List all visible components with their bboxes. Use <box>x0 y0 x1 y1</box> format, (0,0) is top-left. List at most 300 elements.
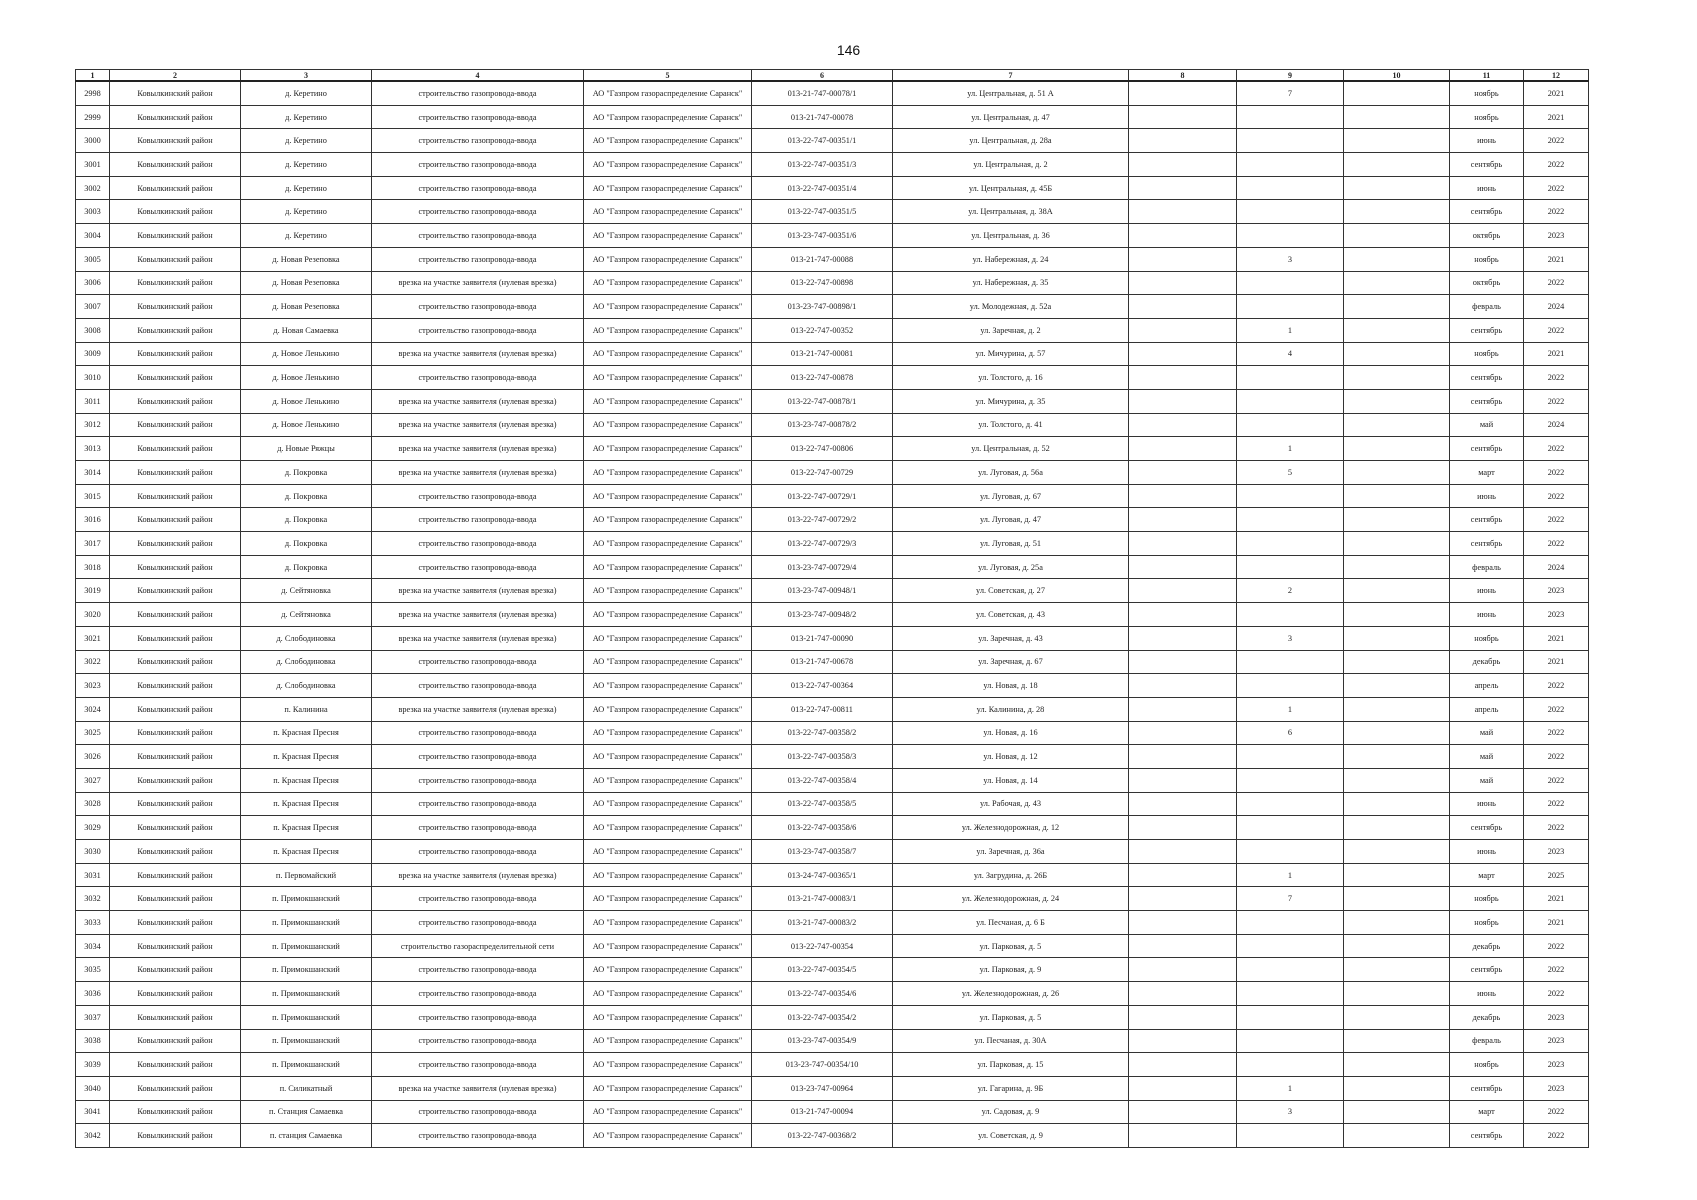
table-cell <box>1129 816 1237 840</box>
table-cell: ул. Центральная, д. 28а <box>893 129 1129 153</box>
table-cell: врезка на участке заявителя (нулевая врезка) <box>372 271 584 295</box>
table-cell: ул. Загрудина, д. 26Б <box>893 863 1129 887</box>
table-cell: д. Новая Резеповка <box>241 295 372 319</box>
table-cell: АО "Газпром газораспределение Саранск" <box>584 105 752 129</box>
table-cell <box>1344 555 1450 579</box>
table-cell: ул. Луговая, д. 56а <box>893 461 1129 485</box>
table-cell: 013-23-747-00729/4 <box>752 555 893 579</box>
table-cell <box>1129 934 1237 958</box>
table-cell: 2021 <box>1524 81 1589 105</box>
column-header: 7 <box>893 70 1129 82</box>
table-cell <box>1344 342 1450 366</box>
table-cell: Ковылкинский район <box>110 81 241 105</box>
table-cell: п. Примокшанский <box>241 911 372 935</box>
table-cell: ул. Железнодорожная, д. 24 <box>893 887 1129 911</box>
table-cell <box>1344 295 1450 319</box>
table-cell: Ковылкинский район <box>110 200 241 224</box>
table-cell: ул. Центральная, д. 2 <box>893 153 1129 177</box>
table-cell: врезка на участке заявителя (нулевая врезка) <box>372 461 584 485</box>
table-cell <box>1129 437 1237 461</box>
table-cell: ноябрь <box>1450 342 1524 366</box>
table-row <box>76 508 1589 532</box>
table-cell <box>1129 1076 1237 1100</box>
table-cell: ул. Новая, д. 14 <box>893 768 1129 792</box>
table-row <box>76 887 1589 911</box>
table-cell <box>1344 271 1450 295</box>
table-cell: ул. Гагарина, д. 9Б <box>893 1076 1129 1100</box>
table-cell: строительство газопровода-ввода <box>372 958 584 982</box>
table-cell: ул. Новая, д. 12 <box>893 745 1129 769</box>
table-cell: 013-22-747-00729/2 <box>752 508 893 532</box>
table-cell: Ковылкинский район <box>110 1100 241 1124</box>
table-cell <box>1344 81 1450 105</box>
table-cell: АО "Газпром газораспределение Саранск" <box>584 1076 752 1100</box>
table-cell <box>1344 366 1450 390</box>
table-cell: 2024 <box>1524 295 1589 319</box>
table-cell: 6 <box>1237 721 1344 745</box>
table-cell: строительство газопровода-ввода <box>372 768 584 792</box>
table-row <box>76 1053 1589 1077</box>
table-cell: февраль <box>1450 555 1524 579</box>
table-cell <box>1129 176 1237 200</box>
table-cell: ул. Толстого, д. 16 <box>893 366 1129 390</box>
table-cell: строительство газопровода-ввода <box>372 81 584 105</box>
table-cell: Ковылкинский район <box>110 532 241 556</box>
table-cell <box>1344 887 1450 911</box>
table-cell <box>1237 484 1344 508</box>
table-cell: 2021 <box>1524 911 1589 935</box>
table-cell: сентябрь <box>1450 532 1524 556</box>
table-cell: Ковылкинский район <box>110 1005 241 1029</box>
table-cell: июнь <box>1450 129 1524 153</box>
table-cell: 3001 <box>76 153 110 177</box>
table-cell: 3009 <box>76 342 110 366</box>
table-cell: д. Керетино <box>241 129 372 153</box>
table-cell: АО "Газпром газораспределение Саранск" <box>584 224 752 248</box>
table-cell <box>1344 792 1450 816</box>
table-cell: 2022 <box>1524 674 1589 698</box>
table-cell: АО "Газпром газораспределение Саранск" <box>584 603 752 627</box>
table-cell: 013-23-747-00351/6 <box>752 224 893 248</box>
table-cell: 013-22-747-00358/5 <box>752 792 893 816</box>
table-cell: ул. Заречная, д. 36а <box>893 840 1129 864</box>
table-cell: Ковылкинский район <box>110 579 241 603</box>
table-cell: июнь <box>1450 484 1524 508</box>
table-cell: строительство газопровода-ввода <box>372 1100 584 1124</box>
table-cell <box>1344 129 1450 153</box>
table-cell: ул. Парковая, д. 9 <box>893 958 1129 982</box>
table-cell: 3020 <box>76 603 110 627</box>
table-cell: 2022 <box>1524 792 1589 816</box>
table-cell: Ковылкинский район <box>110 911 241 935</box>
table-row <box>76 129 1589 153</box>
table-cell: 3018 <box>76 555 110 579</box>
table-cell: ул. Луговая, д. 67 <box>893 484 1129 508</box>
table-cell: ул. Парковая, д. 5 <box>893 1005 1129 1029</box>
table-cell: 3035 <box>76 958 110 982</box>
table-cell <box>1129 224 1237 248</box>
table-cell: Ковылкинский район <box>110 816 241 840</box>
table-cell: 013-22-747-00358/2 <box>752 721 893 745</box>
table-cell: сентябрь <box>1450 153 1524 177</box>
table-cell: АО "Газпром газораспределение Саранск" <box>584 342 752 366</box>
table-cell: строительство газопровода-ввода <box>372 484 584 508</box>
column-header: 9 <box>1237 70 1344 82</box>
table-cell: АО "Газпром газораспределение Саранск" <box>584 982 752 1006</box>
table-cell <box>1237 792 1344 816</box>
table-cell: АО "Газпром газораспределение Саранск" <box>584 1124 752 1148</box>
table-cell <box>1344 768 1450 792</box>
table-cell: сентябрь <box>1450 816 1524 840</box>
table-cell: 3002 <box>76 176 110 200</box>
table-cell: 3003 <box>76 200 110 224</box>
table-cell: п. Красная Пресня <box>241 745 372 769</box>
table-row <box>76 863 1589 887</box>
table-cell <box>1344 816 1450 840</box>
table-cell: 3016 <box>76 508 110 532</box>
table-cell: д. Сейтяновка <box>241 603 372 627</box>
table-row <box>76 389 1589 413</box>
table-cell: 013-23-747-00948/2 <box>752 603 893 627</box>
table-cell: 2 <box>1237 579 1344 603</box>
table-cell: АО "Газпром газораспределение Саранск" <box>584 532 752 556</box>
table-cell: строительство газопровода-ввода <box>372 816 584 840</box>
table-cell <box>1344 863 1450 887</box>
table-cell: строительство газопровода-ввода <box>372 366 584 390</box>
table-cell: 2022 <box>1524 1100 1589 1124</box>
table-cell: п. Калинина <box>241 697 372 721</box>
table-cell: ул. Парковая, д. 15 <box>893 1053 1129 1077</box>
table-cell: март <box>1450 863 1524 887</box>
table-cell: 013-23-747-00964 <box>752 1076 893 1100</box>
table-cell: 3012 <box>76 413 110 437</box>
table-cell: июнь <box>1450 579 1524 603</box>
table-cell: строительство газопровода-ввода <box>372 792 584 816</box>
table-cell: март <box>1450 1100 1524 1124</box>
table-cell: строительство газопровода-ввода <box>372 532 584 556</box>
table-cell: д. Керетино <box>241 105 372 129</box>
table-cell: 2023 <box>1524 224 1589 248</box>
table-cell <box>1129 887 1237 911</box>
table-cell: февраль <box>1450 1029 1524 1053</box>
table-cell <box>1129 295 1237 319</box>
table-cell: ноябрь <box>1450 1053 1524 1077</box>
table-cell: 3039 <box>76 1053 110 1077</box>
table-cell: врезка на участке заявителя (нулевая врезка) <box>372 863 584 887</box>
table-cell: ул. Центральная, д. 51 А <box>893 81 1129 105</box>
table-cell <box>1344 224 1450 248</box>
table-cell: ул. Центральная, д. 38А <box>893 200 1129 224</box>
table-cell <box>1237 532 1344 556</box>
table-cell <box>1237 105 1344 129</box>
table-cell: п. Красная Пресня <box>241 816 372 840</box>
table-cell: д. Новая Резеповка <box>241 247 372 271</box>
table-cell: 013-23-747-00878/2 <box>752 413 893 437</box>
table-cell: 2021 <box>1524 105 1589 129</box>
table-cell <box>1344 911 1450 935</box>
table-cell: 2023 <box>1524 840 1589 864</box>
column-header: 4 <box>372 70 584 82</box>
table-cell: АО "Газпром газораспределение Саранск" <box>584 200 752 224</box>
table-cell <box>1129 1029 1237 1053</box>
table-cell: ул. Луговая, д. 47 <box>893 508 1129 532</box>
table-cell: 2022 <box>1524 1124 1589 1148</box>
table-cell: строительство газопровода-ввода <box>372 840 584 864</box>
table-cell: 3005 <box>76 247 110 271</box>
table-cell: ул. Центральная, д. 45Б <box>893 176 1129 200</box>
table-cell <box>1344 318 1450 342</box>
table-cell: 2021 <box>1524 887 1589 911</box>
table-cell: май <box>1450 745 1524 769</box>
table-cell: врезка на участке заявителя (нулевая врезка) <box>372 697 584 721</box>
table-cell: 3000 <box>76 129 110 153</box>
table-cell: строительство газопровода-ввода <box>372 224 584 248</box>
table-cell: 2024 <box>1524 413 1589 437</box>
table-row <box>76 295 1589 319</box>
table-cell: д. Покровка <box>241 555 372 579</box>
table-cell: строительство газопровода-ввода <box>372 721 584 745</box>
table-cell: ул. Песчаная, д. 30А <box>893 1029 1129 1053</box>
table-body <box>76 81 1589 1147</box>
table-row <box>76 1005 1589 1029</box>
table-cell <box>1129 389 1237 413</box>
table-row <box>76 461 1589 485</box>
table-cell: Ковылкинский район <box>110 413 241 437</box>
table-cell: д. Новое Ленькино <box>241 413 372 437</box>
table-cell: 2022 <box>1524 461 1589 485</box>
table-row <box>76 105 1589 129</box>
table-cell: ул. Калинина, д. 28 <box>893 697 1129 721</box>
table-cell <box>1344 579 1450 603</box>
table-cell: п. Примокшанский <box>241 1005 372 1029</box>
table-cell: АО "Газпром газораспределение Саранск" <box>584 437 752 461</box>
table-cell: 013-24-747-00365/1 <box>752 863 893 887</box>
table-cell <box>1344 413 1450 437</box>
table-cell <box>1344 840 1450 864</box>
table-cell: Ковылкинский район <box>110 626 241 650</box>
table-cell: 3042 <box>76 1124 110 1148</box>
table-cell <box>1129 745 1237 769</box>
table-cell: 013-21-747-00083/2 <box>752 911 893 935</box>
header-row <box>76 70 1589 82</box>
table-cell: АО "Газпром газораспределение Саранск" <box>584 626 752 650</box>
table-cell: 2024 <box>1524 555 1589 579</box>
table-cell: строительство газопровода-ввода <box>372 318 584 342</box>
table-cell: Ковылкинский район <box>110 342 241 366</box>
table-cell: 013-22-747-00806 <box>752 437 893 461</box>
table-cell: сентябрь <box>1450 200 1524 224</box>
table-cell: июнь <box>1450 176 1524 200</box>
table-cell: 2022 <box>1524 129 1589 153</box>
table-cell: д. Новая Самаевка <box>241 318 372 342</box>
table-cell: Ковылкинский район <box>110 318 241 342</box>
table-cell: июнь <box>1450 982 1524 1006</box>
table-cell: строительство газопровода-ввода <box>372 1124 584 1148</box>
table-cell: врезка на участке заявителя (нулевая врезка) <box>372 1076 584 1100</box>
table-cell <box>1129 484 1237 508</box>
table-row <box>76 816 1589 840</box>
table-cell <box>1237 271 1344 295</box>
table-cell: сентябрь <box>1450 366 1524 390</box>
table-cell: 3028 <box>76 792 110 816</box>
table-cell <box>1129 413 1237 437</box>
table-cell: 013-21-747-00078/1 <box>752 81 893 105</box>
table-cell <box>1237 295 1344 319</box>
table-cell: Ковылкинский район <box>110 105 241 129</box>
table-row <box>76 342 1589 366</box>
table-cell <box>1344 1076 1450 1100</box>
table-cell <box>1344 721 1450 745</box>
table-cell <box>1237 555 1344 579</box>
table-cell: ул. Песчаная, д. 6 Б <box>893 911 1129 935</box>
table-cell: 1 <box>1237 437 1344 461</box>
table-cell: врезка на участке заявителя (нулевая врезка) <box>372 626 584 650</box>
table-cell: ноябрь <box>1450 626 1524 650</box>
table-cell: ул. Заречная, д. 43 <box>893 626 1129 650</box>
table-cell <box>1237 129 1344 153</box>
table-cell <box>1344 532 1450 556</box>
table-cell: п. Красная Пресня <box>241 768 372 792</box>
table-cell: строительство газопровода-ввода <box>372 176 584 200</box>
table-cell: АО "Газпром газораспределение Саранск" <box>584 911 752 935</box>
table-cell: ул. Новая, д. 16 <box>893 721 1129 745</box>
table-cell: строительство газопровода-ввода <box>372 295 584 319</box>
table-cell <box>1129 982 1237 1006</box>
table-cell <box>1129 555 1237 579</box>
table-cell <box>1344 1053 1450 1077</box>
table-cell: 2023 <box>1524 1029 1589 1053</box>
table-cell: 2021 <box>1524 342 1589 366</box>
table-cell: строительство газопровода-ввода <box>372 1005 584 1029</box>
table-cell: 3036 <box>76 982 110 1006</box>
table-cell: врезка на участке заявителя (нулевая врезка) <box>372 389 584 413</box>
column-header: 12 <box>1524 70 1589 82</box>
table-cell: АО "Газпром газораспределение Саранск" <box>584 153 752 177</box>
table-cell: июнь <box>1450 603 1524 627</box>
table-cell: АО "Газпром газораспределение Саранск" <box>584 768 752 792</box>
table-cell: п. Станция Самаевка <box>241 1100 372 1124</box>
table-cell <box>1344 934 1450 958</box>
table-cell: 013-22-747-00368/2 <box>752 1124 893 1148</box>
table-cell: 013-21-747-00088 <box>752 247 893 271</box>
table-cell: Ковылкинский район <box>110 697 241 721</box>
table-cell <box>1129 366 1237 390</box>
table-cell: АО "Газпром газораспределение Саранск" <box>584 271 752 295</box>
table-cell: 3014 <box>76 461 110 485</box>
table-cell: 2022 <box>1524 816 1589 840</box>
table-cell <box>1129 129 1237 153</box>
table-cell: д. Новое Ленькино <box>241 342 372 366</box>
table-row <box>76 958 1589 982</box>
table-cell: д. Покровка <box>241 508 372 532</box>
table-cell: Ковылкинский район <box>110 1076 241 1100</box>
table-cell: 2022 <box>1524 697 1589 721</box>
table-cell: ул. Набережная, д. 35 <box>893 271 1129 295</box>
table-cell <box>1237 768 1344 792</box>
table-cell <box>1344 484 1450 508</box>
table-cell: 2021 <box>1524 247 1589 271</box>
table-cell: Ковылкинский район <box>110 603 241 627</box>
table-cell: Ковылкинский район <box>110 792 241 816</box>
table-cell: п. Примокшанский <box>241 958 372 982</box>
table-cell: 2022 <box>1524 153 1589 177</box>
table-cell <box>1344 1100 1450 1124</box>
table-cell: 013-22-747-00358/4 <box>752 768 893 792</box>
table-cell <box>1344 247 1450 271</box>
table-cell: 013-22-747-00729/3 <box>752 532 893 556</box>
table-cell: ул. Советская, д. 27 <box>893 579 1129 603</box>
table-cell <box>1237 366 1344 390</box>
table-cell: д. Керетино <box>241 176 372 200</box>
table-cell: 013-23-747-00354/10 <box>752 1053 893 1077</box>
table-cell <box>1237 603 1344 627</box>
table-row <box>76 1124 1589 1148</box>
table-row <box>76 697 1589 721</box>
table-cell: строительство газопровода-ввода <box>372 982 584 1006</box>
table-cell: строительство газопровода-ввода <box>372 129 584 153</box>
table-cell: ул. Луговая, д. 51 <box>893 532 1129 556</box>
table-cell: 2023 <box>1524 1053 1589 1077</box>
table-cell: ул. Центральная, д. 47 <box>893 105 1129 129</box>
table-cell <box>1129 650 1237 674</box>
table-row <box>76 982 1589 1006</box>
table-row <box>76 745 1589 769</box>
table-cell <box>1344 1029 1450 1053</box>
table-cell: февраль <box>1450 295 1524 319</box>
table-row <box>76 792 1589 816</box>
table-cell <box>1129 840 1237 864</box>
table-row <box>76 650 1589 674</box>
table-cell: АО "Газпром газораспределение Саранск" <box>584 461 752 485</box>
column-header: 11 <box>1450 70 1524 82</box>
table-cell: Ковылкинский район <box>110 247 241 271</box>
table-cell: Ковылкинский район <box>110 508 241 532</box>
table-cell <box>1237 745 1344 769</box>
table-cell: АО "Газпром газораспределение Саранск" <box>584 1005 752 1029</box>
table-cell: июнь <box>1450 840 1524 864</box>
table-row <box>76 176 1589 200</box>
table-cell: Ковылкинский район <box>110 934 241 958</box>
table-cell <box>1129 532 1237 556</box>
table-cell: 013-22-747-00878/1 <box>752 389 893 413</box>
table-cell: 013-21-747-00078 <box>752 105 893 129</box>
table-cell: 2021 <box>1524 626 1589 650</box>
table-cell: АО "Газпром газораспределение Саранск" <box>584 887 752 911</box>
table-cell: врезка на участке заявителя (нулевая врезка) <box>372 603 584 627</box>
table-row <box>76 1029 1589 1053</box>
table-cell: 3023 <box>76 674 110 698</box>
table-cell: 013-22-747-00354/2 <box>752 1005 893 1029</box>
column-header: 5 <box>584 70 752 82</box>
page-number: 146 <box>836 42 861 58</box>
table-cell <box>1129 153 1237 177</box>
table-cell: АО "Газпром газораспределение Саранск" <box>584 958 752 982</box>
table-cell: декабрь <box>1450 934 1524 958</box>
table-cell <box>1129 768 1237 792</box>
table-cell: строительство газопровода-ввода <box>372 1053 584 1077</box>
table-cell: Ковылкинский район <box>110 1053 241 1077</box>
table-cell: 3033 <box>76 911 110 935</box>
table-cell: Ковылкинский район <box>110 366 241 390</box>
table-cell <box>1237 1005 1344 1029</box>
table-cell: ноябрь <box>1450 81 1524 105</box>
table-row <box>76 366 1589 390</box>
table-cell <box>1129 626 1237 650</box>
table-cell <box>1129 271 1237 295</box>
table-cell: д. Керетино <box>241 200 372 224</box>
table-cell: 3 <box>1237 626 1344 650</box>
table-cell: 2021 <box>1524 650 1589 674</box>
